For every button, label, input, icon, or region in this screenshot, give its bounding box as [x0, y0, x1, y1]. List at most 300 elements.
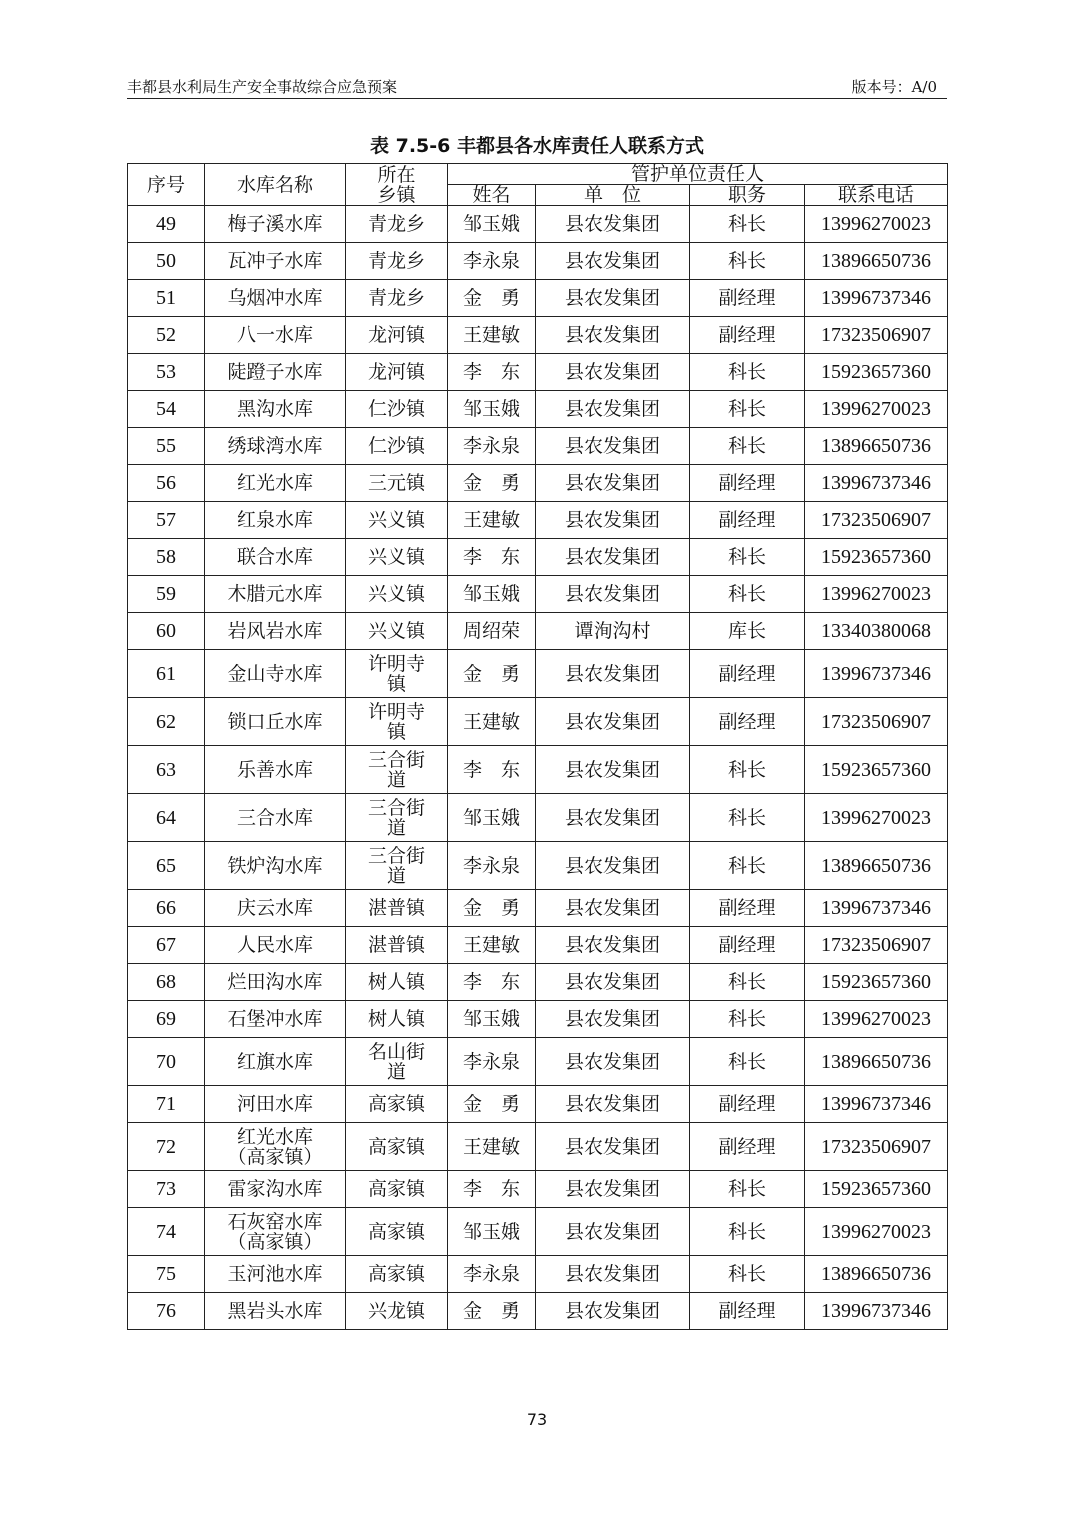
cell-seq: [128, 317, 205, 354]
cell-reservoir-name-text: 烂田沟水库: [227, 971, 323, 993]
cell-post: [690, 539, 805, 576]
cell-person-text: 李 东: [462, 546, 520, 568]
cell-person-text: 李永泉: [462, 250, 520, 272]
cell-unit: [536, 206, 690, 243]
cell-unit: [536, 1256, 690, 1293]
document-title: 丰都县水利局生产安全事故综合应急预案: [127, 78, 398, 96]
cell-seq: [128, 428, 205, 465]
cell-unit-text: 县农发集团: [564, 1008, 660, 1030]
cell-person: [448, 206, 536, 243]
cell-reservoir-name-text: 铁炉沟水库: [227, 854, 323, 877]
cell-reservoir-name: [205, 842, 346, 890]
cell-unit: [536, 890, 690, 927]
table-row: [128, 890, 948, 927]
cell-phone: [805, 746, 948, 794]
cell-unit-text: 县农发集团: [564, 472, 660, 494]
cell-unit-text: 县农发集团: [564, 213, 660, 235]
cell-phone: [805, 613, 948, 650]
cell-reservoir-name-text: 石灰窑水库（高家镇）: [227, 1210, 323, 1253]
cell-phone: [805, 1123, 948, 1171]
cell-unit: [536, 1208, 690, 1256]
cell-seq: [128, 964, 205, 1001]
cell-seq: [128, 842, 205, 890]
cell-unit-text: 县农发集团: [564, 971, 660, 993]
cell-person: [448, 650, 536, 698]
cell-seq-text: 57: [156, 509, 176, 531]
cell-phone: [805, 502, 948, 539]
cell-person-text: 金 勇: [462, 662, 520, 685]
col-header-town-text: 所在乡镇: [377, 163, 416, 206]
cell-town: [346, 1038, 448, 1086]
cell-town: [346, 354, 448, 391]
cell-person-text: 邹玉娥: [462, 806, 520, 829]
cell-phone: [805, 842, 948, 890]
cell-post: [690, 502, 805, 539]
cell-seq: [128, 1123, 205, 1171]
cell-post-text: 科长: [727, 971, 766, 993]
cell-post-text: 科长: [727, 758, 766, 781]
cell-town-text: 兴义镇: [367, 620, 425, 642]
cell-seq: [128, 746, 205, 794]
cell-phone: [805, 206, 948, 243]
cell-post-text: 副经理: [718, 472, 776, 494]
cell-reservoir-name: [205, 243, 346, 280]
table-row: [128, 794, 948, 842]
table-row: [128, 354, 948, 391]
cell-town-text: 树人镇: [367, 971, 425, 993]
cell-seq-text: 60: [156, 620, 176, 642]
cell-person-text: 邹玉娥: [462, 213, 520, 235]
cell-seq: [128, 243, 205, 280]
cell-phone-text: 13896650736: [821, 854, 931, 877]
cell-unit: [536, 650, 690, 698]
cell-seq-text: 69: [156, 1008, 176, 1030]
cell-post-text: 科长: [727, 1050, 766, 1073]
table-body: [128, 206, 948, 1330]
cell-town-text: 三合街道: [367, 844, 425, 887]
cell-phone: [805, 539, 948, 576]
cell-post: [690, 698, 805, 746]
cell-phone: [805, 280, 948, 317]
cell-seq-text: 62: [156, 710, 176, 733]
cell-unit-text: 县农发集团: [564, 324, 660, 346]
version-label: 版本号：A/0: [851, 78, 937, 96]
cell-person-text: 王建敏: [462, 710, 520, 733]
cell-reservoir-name-text: 红光水库（高家镇）: [227, 1125, 323, 1168]
cell-post: [690, 280, 805, 317]
cell-reservoir-name: [205, 1171, 346, 1208]
cell-town: [346, 280, 448, 317]
cell-phone-text: 13996737346: [821, 472, 931, 494]
cell-town: [346, 927, 448, 964]
reservoir-contact-table: [127, 163, 948, 1330]
cell-seq: [128, 206, 205, 243]
cell-unit: [536, 1038, 690, 1086]
cell-post: [690, 1293, 805, 1330]
cell-phone: [805, 1256, 948, 1293]
cell-unit: [536, 243, 690, 280]
cell-unit: [536, 502, 690, 539]
col-header-person: 姓名: [448, 185, 536, 206]
cell-town: [346, 842, 448, 890]
table-row: [128, 698, 948, 746]
table-row: [128, 280, 948, 317]
cell-unit: [536, 354, 690, 391]
cell-person-text: 李 东: [462, 1178, 520, 1200]
cell-reservoir-name-text: 红旗水库: [236, 1050, 313, 1073]
cell-person: [448, 1208, 536, 1256]
cell-person-text: 王建敏: [462, 1135, 520, 1158]
col-header-unit: 单 位: [536, 185, 690, 206]
cell-reservoir-name-text: 八一水库: [236, 324, 313, 346]
cell-reservoir-name: [205, 1086, 346, 1123]
cell-town-text: 高家镇: [367, 1178, 425, 1200]
table-row: [128, 243, 948, 280]
table-row: [128, 746, 948, 794]
cell-post-text: 科长: [727, 435, 766, 457]
cell-town-text: 许明寺镇: [367, 652, 425, 695]
cell-phone-text: 17323506907: [821, 710, 931, 733]
cell-post-text: 副经理: [718, 934, 776, 956]
table-row: [128, 1001, 948, 1038]
cell-seq-text: 68: [156, 971, 176, 993]
cell-person: [448, 428, 536, 465]
cell-unit-text: 县农发集团: [564, 806, 660, 829]
cell-phone-text: 15923657360: [821, 361, 931, 383]
cell-reservoir-name-text: 红泉水库: [236, 509, 313, 531]
cell-person: [448, 1256, 536, 1293]
cell-phone: [805, 890, 948, 927]
cell-unit-text: 县农发集团: [564, 1300, 660, 1322]
cell-person-text: 邹玉娥: [462, 1008, 520, 1030]
cell-seq: [128, 280, 205, 317]
cell-unit: [536, 927, 690, 964]
cell-seq-text: 51: [156, 287, 176, 309]
cell-post-text: 科长: [727, 250, 766, 272]
cell-town: [346, 746, 448, 794]
cell-phone-text: 13996270023: [821, 1220, 931, 1243]
cell-reservoir-name-text: 陡蹬子水库: [227, 361, 323, 383]
cell-person: [448, 317, 536, 354]
header-row: [128, 164, 948, 185]
cell-town: [346, 964, 448, 1001]
cell-seq: [128, 1086, 205, 1123]
cell-seq-text: 71: [156, 1093, 176, 1115]
cell-person-text: 李 东: [462, 361, 520, 383]
cell-seq-text: 70: [156, 1050, 176, 1073]
cell-unit-text: 县农发集团: [564, 934, 660, 956]
cell-post: [690, 428, 805, 465]
cell-reservoir-name: [205, 206, 346, 243]
cell-reservoir-name: [205, 354, 346, 391]
table-row: [128, 317, 948, 354]
table-row: [128, 1171, 948, 1208]
cell-person-text: 王建敏: [462, 934, 520, 956]
cell-person-text: 李永泉: [462, 854, 520, 877]
cell-post-text: 科长: [727, 854, 766, 877]
cell-town-text: 高家镇: [367, 1263, 425, 1285]
table-row: [128, 465, 948, 502]
col-header-phone: 联系电话: [805, 185, 948, 206]
cell-town: [346, 650, 448, 698]
table-row: [128, 842, 948, 890]
cell-post-text: 副经理: [718, 324, 776, 346]
cell-unit: [536, 698, 690, 746]
cell-post-text: 科长: [727, 806, 766, 829]
col-header-post: 职务: [690, 185, 805, 206]
cell-seq: [128, 1293, 205, 1330]
cell-person-text: 王建敏: [462, 324, 520, 346]
table-row: [128, 502, 948, 539]
cell-post-text: 副经理: [718, 1093, 776, 1115]
col-header-seq: 序号: [128, 164, 205, 206]
cell-town: [346, 539, 448, 576]
cell-person: [448, 1001, 536, 1038]
cell-post-text: 科长: [727, 213, 766, 235]
cell-town-text: 高家镇: [367, 1220, 425, 1243]
cell-reservoir-name-text: 河田水库: [236, 1093, 313, 1115]
cell-person: [448, 1123, 536, 1171]
cell-seq: [128, 539, 205, 576]
table-row: [128, 206, 948, 243]
cell-unit: [536, 1123, 690, 1171]
cell-reservoir-name-text: 雷家沟水库: [227, 1178, 323, 1200]
cell-phone: [805, 243, 948, 280]
cell-unit-text: 县农发集团: [564, 509, 660, 531]
cell-phone-text: 15923657360: [821, 1178, 931, 1200]
cell-town-text: 湛普镇: [367, 934, 425, 956]
cell-town-text: 青龙乡: [367, 287, 425, 309]
cell-seq: [128, 502, 205, 539]
cell-phone: [805, 927, 948, 964]
cell-seq: [128, 890, 205, 927]
cell-reservoir-name: [205, 650, 346, 698]
cell-seq: [128, 465, 205, 502]
cell-seq-text: 66: [156, 897, 176, 919]
cell-seq-text: 67: [156, 934, 176, 956]
cell-person: [448, 842, 536, 890]
cell-person: [448, 698, 536, 746]
cell-unit-text: 县农发集团: [564, 287, 660, 309]
cell-seq-text: 64: [156, 806, 176, 829]
cell-reservoir-name-text: 三合水库: [236, 806, 313, 829]
cell-seq-text: 58: [156, 546, 176, 568]
cell-post: [690, 1171, 805, 1208]
cell-post-text: 科长: [727, 1220, 766, 1243]
cell-post-text: 科长: [727, 361, 766, 383]
cell-reservoir-name-text: 联合水库: [236, 546, 313, 568]
cell-phone: [805, 964, 948, 1001]
cell-reservoir-name-text: 人民水库: [236, 934, 313, 956]
cell-reservoir-name-text: 石堡冲水库: [227, 1008, 323, 1030]
cell-reservoir-name: [205, 391, 346, 428]
cell-phone: [805, 391, 948, 428]
cell-person: [448, 243, 536, 280]
cell-reservoir-name-text: 红光水库: [236, 472, 313, 494]
cell-person: [448, 1086, 536, 1123]
table-row: [128, 576, 948, 613]
cell-reservoir-name: [205, 746, 346, 794]
table-row: [128, 927, 948, 964]
cell-person-text: 金 勇: [462, 897, 520, 919]
cell-unit: [536, 428, 690, 465]
cell-town-text: 名山街道: [367, 1040, 425, 1083]
cell-reservoir-name: [205, 317, 346, 354]
cell-reservoir-name: [205, 1001, 346, 1038]
cell-person: [448, 502, 536, 539]
cell-post: [690, 317, 805, 354]
cell-seq-text: 76: [156, 1300, 176, 1322]
cell-person-text: 金 勇: [462, 287, 520, 309]
cell-town: [346, 1171, 448, 1208]
cell-seq-text: 73: [156, 1178, 176, 1200]
cell-reservoir-name: [205, 1038, 346, 1086]
cell-phone: [805, 698, 948, 746]
cell-person-text: 王建敏: [462, 509, 520, 531]
cell-reservoir-name-text: 绣球湾水库: [227, 435, 323, 457]
table-row: [128, 539, 948, 576]
cell-post-text: 科长: [727, 583, 766, 605]
cell-phone-text: 13896650736: [821, 1263, 931, 1285]
cell-phone: [805, 1086, 948, 1123]
cell-unit-text: 县农发集团: [564, 1178, 660, 1200]
table-row: [128, 428, 948, 465]
cell-seq: [128, 927, 205, 964]
cell-town: [346, 890, 448, 927]
cell-reservoir-name-text: 乐善水库: [236, 758, 313, 781]
table-title: 表 7.5-6 丰都县各水库责任人联系方式: [370, 135, 704, 157]
cell-seq-text: 49: [156, 213, 176, 235]
cell-phone-text: 17323506907: [821, 934, 931, 956]
col-header-town: [346, 164, 448, 206]
cell-unit-text: 县农发集团: [564, 1050, 660, 1073]
cell-seq-text: 54: [156, 398, 176, 420]
cell-post: [690, 1038, 805, 1086]
cell-town: [346, 1086, 448, 1123]
cell-town-text: 龙河镇: [367, 324, 425, 346]
cell-phone-text: 17323506907: [821, 1135, 931, 1158]
cell-unit-text: 县农发集团: [564, 1220, 660, 1243]
table-row: [128, 1256, 948, 1293]
table-row: [128, 1123, 948, 1171]
cell-town-text: 仁沙镇: [367, 435, 425, 457]
cell-town-text: 树人镇: [367, 1008, 425, 1030]
cell-person-text: 李 东: [462, 758, 520, 781]
cell-town-text: 青龙乡: [367, 213, 425, 235]
cell-phone-text: 13996270023: [821, 1008, 931, 1030]
cell-phone: [805, 794, 948, 842]
cell-post: [690, 650, 805, 698]
cell-town: [346, 1256, 448, 1293]
page-number: 73: [526, 1410, 548, 1429]
cell-reservoir-name: [205, 1256, 346, 1293]
cell-unit-text: 县农发集团: [564, 897, 660, 919]
cell-post-text: 库长: [727, 620, 766, 642]
cell-seq-text: 59: [156, 583, 176, 605]
cell-seq-text: 72: [156, 1135, 176, 1158]
cell-post: [690, 206, 805, 243]
cell-unit: [536, 576, 690, 613]
cell-post: [690, 613, 805, 650]
cell-reservoir-name: [205, 890, 346, 927]
cell-reservoir-name: [205, 1123, 346, 1171]
cell-phone: [805, 317, 948, 354]
cell-unit-text: 县农发集团: [564, 250, 660, 272]
cell-post: [690, 794, 805, 842]
cell-post-text: 科长: [727, 1008, 766, 1030]
cell-unit: [536, 746, 690, 794]
cell-seq-text: 74: [156, 1220, 176, 1243]
cell-post-text: 副经理: [718, 509, 776, 531]
cell-reservoir-name: [205, 280, 346, 317]
cell-reservoir-name-text: 黑沟水库: [236, 398, 313, 420]
cell-town: [346, 1123, 448, 1171]
cell-reservoir-name-text: 庆云水库: [236, 897, 313, 919]
cell-seq-text: 63: [156, 758, 176, 781]
cell-phone-text: 13996270023: [821, 398, 931, 420]
cell-seq-text: 75: [156, 1263, 176, 1285]
cell-reservoir-name-text: 玉河池水库: [227, 1263, 323, 1285]
cell-phone-text: 13996737346: [821, 1300, 931, 1322]
cell-person: [448, 927, 536, 964]
cell-phone-text: 15923657360: [821, 758, 931, 781]
cell-reservoir-name: [205, 428, 346, 465]
cell-person: [448, 391, 536, 428]
cell-reservoir-name-text: 梅子溪水库: [227, 213, 323, 235]
cell-person-text: 邹玉娥: [462, 583, 520, 605]
cell-phone: [805, 650, 948, 698]
cell-unit: [536, 465, 690, 502]
cell-phone: [805, 1001, 948, 1038]
cell-unit: [536, 964, 690, 1001]
cell-phone: [805, 1293, 948, 1330]
cell-person: [448, 1171, 536, 1208]
cell-unit-text: 县农发集团: [564, 583, 660, 605]
cell-town-text: 仁沙镇: [367, 398, 425, 420]
cell-unit-text: 县农发集团: [564, 1093, 660, 1115]
cell-town-text: 三合街道: [367, 748, 425, 791]
cell-person: [448, 465, 536, 502]
cell-post: [690, 964, 805, 1001]
cell-phone-text: 13896650736: [821, 250, 931, 272]
cell-person-text: 李永泉: [462, 435, 520, 457]
cell-phone-text: 15923657360: [821, 546, 931, 568]
cell-seq: [128, 1171, 205, 1208]
cell-reservoir-name: [205, 1293, 346, 1330]
cell-post: [690, 890, 805, 927]
cell-town-text: 高家镇: [367, 1093, 425, 1115]
cell-town: [346, 576, 448, 613]
cell-town: [346, 317, 448, 354]
cell-reservoir-name: [205, 465, 346, 502]
cell-phone: [805, 576, 948, 613]
page-header: [127, 76, 947, 99]
cell-post-text: 科长: [727, 398, 766, 420]
cell-unit-text: 县农发集团: [564, 710, 660, 733]
table-row: [128, 613, 948, 650]
cell-seq-text: 50: [156, 250, 176, 272]
cell-reservoir-name-text: 乌烟冲水库: [227, 287, 323, 309]
cell-unit-text: 县农发集团: [564, 361, 660, 383]
cell-reservoir-name: [205, 576, 346, 613]
cell-seq: [128, 650, 205, 698]
cell-phone-text: 13996270023: [821, 583, 931, 605]
cell-seq-text: 55: [156, 435, 176, 457]
cell-phone-text: 13896650736: [821, 435, 931, 457]
cell-phone-text: 13996270023: [821, 213, 931, 235]
cell-town: [346, 1001, 448, 1038]
cell-person-text: 金 勇: [462, 1300, 520, 1322]
